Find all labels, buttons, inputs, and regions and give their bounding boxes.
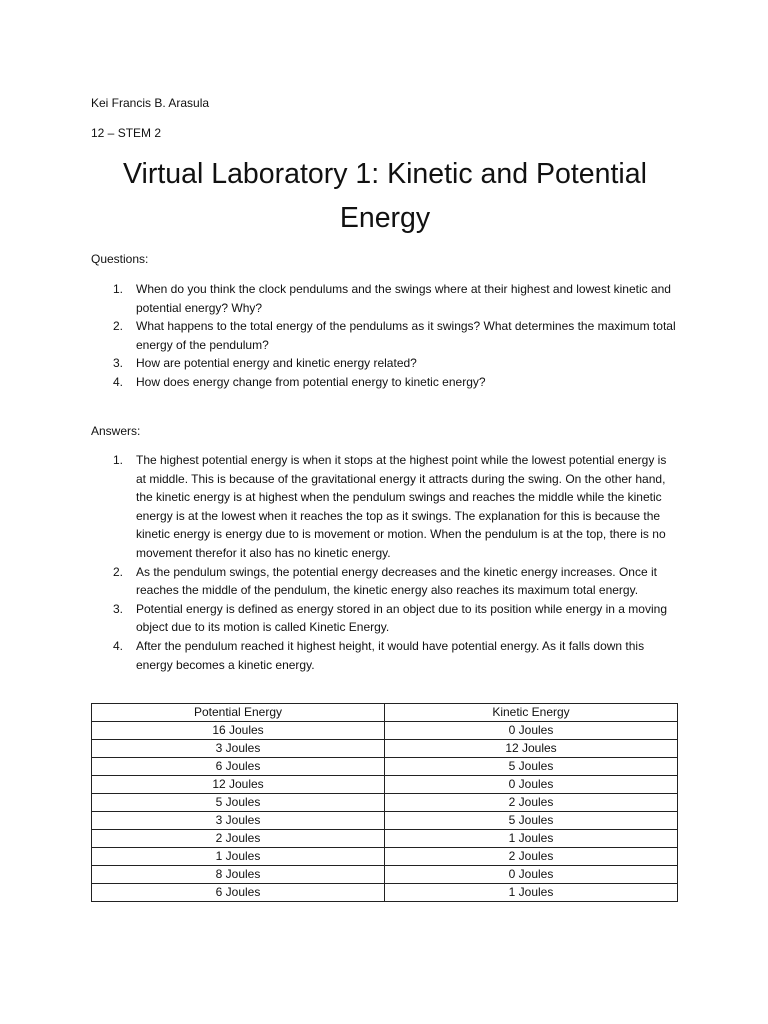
potential-cell: 5 Joules — [92, 794, 385, 812]
author-name: Kei Francis B. Arasula — [91, 96, 210, 110]
kinetic-cell: 5 Joules — [385, 758, 678, 776]
potential-cell: 1 Joules — [92, 848, 385, 866]
class-section: 12 – STEM 2 — [91, 126, 162, 140]
potential-cell: 16 Joules — [92, 722, 385, 740]
energy-table — [91, 703, 678, 902]
column-header-kinetic: Kinetic Energy — [385, 704, 678, 722]
questions-list — [91, 280, 679, 392]
kinetic-cell: 1 Joules — [385, 830, 678, 848]
list-item: 1. When do you think the clock pendulums and the swings where at their highest and lowest kinetic and potential energy? Why? — [113, 282, 671, 315]
list-item: 2. What happens to the total energy of the pendulums as it swings? What determines the maximum total energy of the pendulum? — [113, 319, 676, 352]
table-row — [92, 812, 678, 830]
list-item: 1. The highest potential energy is when it stops at the highest point while the lowest potential energy is at middle. This is because of the gravitational energy it attracts during the swing. On the other hand, the kinetic energy is at highest when the pendulum swings and reaches the middle while the kinetic energy is at the lowest when it reaches the top as it swings. The explanation for this is because the kinetic energy is energy due to is movement or motion. When the pendulum is at the top, there is no movement therefor it also has no kinetic energy. — [113, 453, 667, 560]
list-item: 4. After the pendulum reached it highest height, it would have potential energy. As it falls down this energy becomes a kinetic energy. — [113, 638, 645, 672]
kinetic-cell: 1 Joules — [385, 884, 678, 902]
potential-cell: 6 Joules — [92, 758, 385, 776]
column-header-potential: Potential Energy — [92, 704, 385, 722]
potential-cell: 6 Joules — [92, 884, 385, 902]
answer-text: The highest potential energy is when it stops at the highest point while the lowest potential energy is at middle. This is because of the gravitational energy it attracts during the swing. On the other hand, the kinetic energy is at highest when the pendulum swings and reaches the middle while the kinetic energy is at the lowest when it reaches the top as it swings. The explanation for this is because the kinetic energy is energy due to is movement or motion. When the pendulum is at the top, there is no movement therefor it also has no kinetic energy. — [136, 453, 667, 560]
table-row — [92, 866, 678, 884]
answer-text: Potential energy is defined as energy stored in an object due to its position while energy in a moving object due to its motion is called Kinetic Energy. — [136, 601, 667, 635]
table-row — [92, 722, 678, 740]
kinetic-cell: 0 Joules — [385, 722, 678, 740]
kinetic-cell: 5 Joules — [385, 812, 678, 830]
table-row — [92, 740, 678, 758]
list-item: 3. Potential energy is defined as energy stored in an object due to its position while energy in a moving object due to its motion is called Kinetic Energy. — [113, 601, 667, 635]
answer-text: After the pendulum reached it highest height, it would have potential energy. As it falls down this energy becomes a kinetic energy. — [136, 638, 645, 672]
list-item: 2. As the pendulum swings, the potential energy decreases and the kinetic energy increases. Once it reaches the middle of the pendulum, the kinetic energy also reaches its maximum total energy. — [113, 564, 657, 598]
list-item: 3. How are potential energy and kinetic energy related? — [113, 356, 417, 371]
table-row — [92, 848, 678, 866]
potential-cell: 12 Joules — [92, 776, 385, 794]
answers-list — [91, 451, 679, 674]
potential-cell: 2 Joules — [92, 830, 385, 848]
table-row — [92, 758, 678, 776]
kinetic-cell: 12 Joules — [385, 740, 678, 758]
potential-cell: 3 Joules — [92, 812, 385, 830]
question-text: How are potential energy and kinetic energy related? — [136, 356, 417, 371]
table-row — [92, 884, 678, 902]
question-text: What happens to the total energy of the pendulums as it swings? What determines the maximum total energy of the pendulum? — [136, 319, 676, 352]
list-item: 4. How does energy change from potential energy to kinetic energy? — [113, 374, 486, 389]
kinetic-cell: 0 Joules — [385, 866, 678, 884]
kinetic-cell: 2 Joules — [385, 848, 678, 866]
kinetic-cell: 0 Joules — [385, 776, 678, 794]
potential-cell: 8 Joules — [92, 866, 385, 884]
document-title: Virtual Laboratory 1: Kinetic and Potential Energy — [123, 158, 647, 234]
potential-cell: 3 Joules — [92, 740, 385, 758]
table-header-row — [92, 704, 678, 722]
question-text: When do you think the clock pendulums and the swings where at their highest and lowest kinetic and potential energy? Why? — [136, 282, 671, 315]
questions-label: Questions: — [91, 252, 149, 266]
table-row — [92, 794, 678, 812]
question-text: How does energy change from potential energy to kinetic energy? — [136, 374, 486, 389]
answers-label: Answers: — [91, 424, 141, 438]
table-row — [92, 776, 678, 794]
kinetic-cell: 2 Joules — [385, 794, 678, 812]
table-row — [92, 830, 678, 848]
answer-text: As the pendulum swings, the potential energy decreases and the kinetic energy increases. Once it reaches the middle of the pendulum, the kinetic energy also reaches its maximum total energy. — [136, 564, 657, 598]
